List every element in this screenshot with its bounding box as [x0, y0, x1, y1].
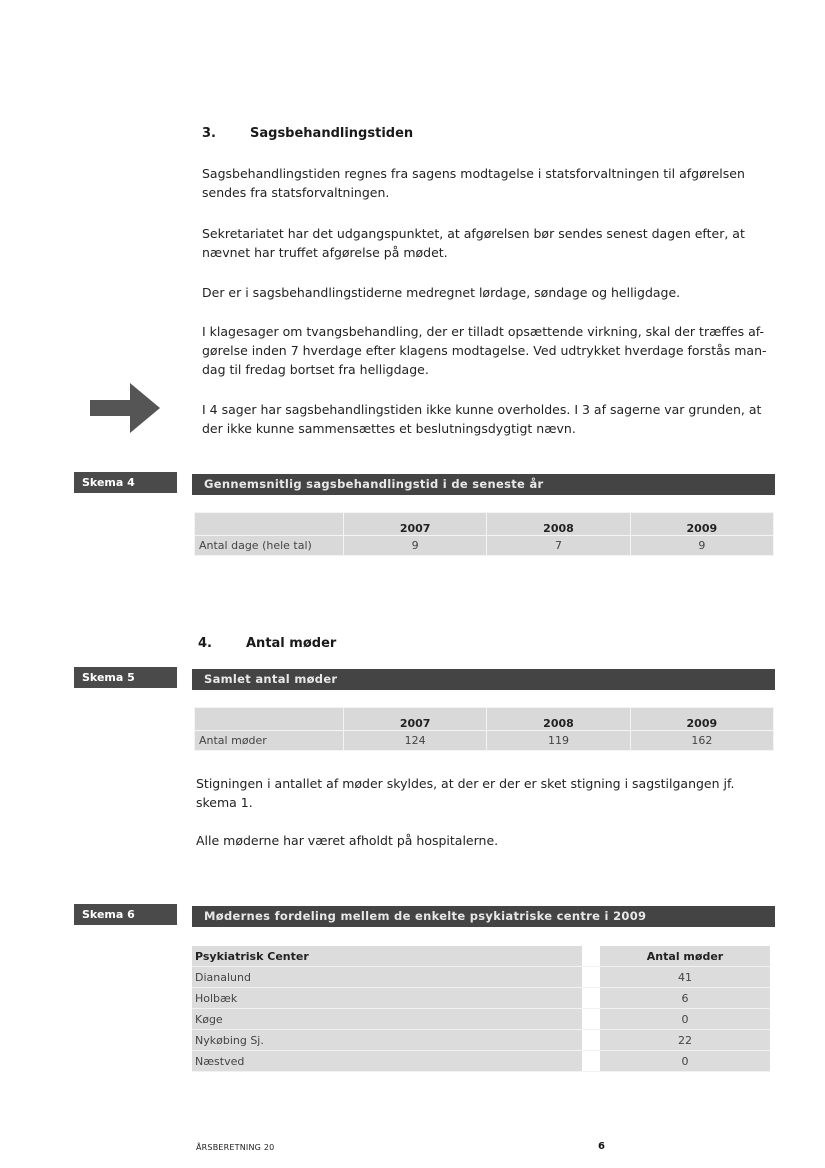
center-count: 0 [600, 1009, 770, 1030]
center-name: Dianalund [192, 967, 582, 988]
paragraph-4-line-3: dag til fredag bortset fra helligdage. [202, 362, 429, 377]
skema-4-label: Skema 4 [74, 472, 177, 493]
skema-4-value-2007: 9 [344, 536, 487, 556]
skema-4-row-label: Antal dage (hele tal) [195, 536, 344, 556]
paragraph-4-line-2: gørelse inden 7 hverdage efter klagens modtagelse. Ved udtrykket hverdage forstås man- [202, 343, 767, 358]
right-arrow-icon [90, 381, 162, 435]
skema-6-header-center: Psykiatrisk Center [192, 946, 582, 967]
skema-5-year-2008: 2008 [487, 708, 630, 731]
paragraph-2-line-1: Sekretariatet har det udgangspunktet, at afgørelsen bør sendes senest dagen efter, at [202, 226, 745, 241]
section-3-title: Sagsbehandlingstiden [250, 126, 414, 141]
skema-6-gap [582, 1051, 600, 1072]
paragraph-2 [202, 224, 745, 262]
skema-4-year-2008: 2008 [487, 513, 630, 536]
skema-4-year-2009: 2009 [630, 513, 773, 536]
skema-6-gap [582, 1030, 600, 1051]
skema-6-table [192, 946, 770, 1072]
skema-5-value-2007: 124 [344, 731, 487, 751]
skema-6-gap [582, 988, 600, 1009]
paragraph-2-line-2: nævnet har truffet afgørelse på mødet. [202, 245, 448, 260]
skema-5-year-2009: 2009 [630, 708, 773, 731]
paragraph-6-line-2: skema 1. [196, 795, 253, 810]
footer-title: ÅRSBERETNING 20 [196, 1143, 275, 1152]
center-name: Nykøbing Sj. [192, 1030, 582, 1051]
paragraph-3: Der er i sagsbehandlingstiderne medregnet lørdage, søndage og helligdage. [202, 285, 681, 300]
skema-6-gap [582, 946, 600, 967]
paragraph-4 [202, 322, 767, 379]
paragraph-1-line-2: sendes fra statsforvaltningen. [202, 185, 390, 200]
skema-4-value-2009: 9 [630, 536, 773, 556]
paragraph-4-line-1: I klagesager om tvangsbehandling, der er tilladt opsættende virkning, skal der træffes af- [202, 324, 765, 339]
section-4-number: 4. [198, 636, 212, 651]
paragraph-5 [202, 400, 761, 438]
skema-4-corner [195, 513, 344, 536]
paragraph-1-line-1: Sagsbehandlingstiden regnes fra sagens modtagelse i statsforvaltningen til afgørelsen [202, 166, 745, 181]
skema-5-value-2008: 119 [487, 731, 630, 751]
table-row [192, 988, 770, 1009]
center-name: Køge [192, 1009, 582, 1030]
skema-6-label: Skema 6 [74, 904, 177, 925]
center-count: 0 [600, 1051, 770, 1072]
skema-5-value-2009: 162 [630, 731, 773, 751]
center-count: 22 [600, 1030, 770, 1051]
page-number: 6 [598, 1141, 605, 1152]
center-count: 6 [600, 988, 770, 1009]
table-row [192, 967, 770, 988]
paragraph-7: Alle møderne har været afholdt på hospitalerne. [196, 833, 499, 848]
skema-6-gap [582, 967, 600, 988]
table-row [192, 1009, 770, 1030]
table-row [192, 1030, 770, 1051]
center-name: Næstved [192, 1051, 582, 1072]
skema-5-title-bar: Samlet antal møder [192, 669, 775, 690]
center-count: 41 [600, 967, 770, 988]
center-name: Holbæk [192, 988, 582, 1009]
paragraph-6 [196, 774, 734, 812]
section-3-number: 3. [202, 126, 216, 141]
skema-6-title-bar: Mødernes fordeling mellem de enkelte psykiatriske centre i 2009 [192, 906, 775, 927]
skema-4-title-bar: Gennemsnitlig sagsbehandlingstid i de seneste år [192, 474, 775, 495]
skema-4-table [194, 512, 774, 556]
paragraph-6-line-1: Stigningen i antallet af møder skyldes, at der er der er sket stigning i sagstilgangen jf. [196, 776, 735, 791]
paragraph-5-line-2: der ikke kunne sammensættes et beslutningsdygtigt nævn. [202, 421, 576, 436]
skema-4-year-2007: 2007 [344, 513, 487, 536]
paragraph-5-line-1: I 4 sager har sagsbehandlingstiden ikke kunne overholdes. I 3 af sagerne var grunden, at [202, 402, 762, 417]
skema-5-row-label: Antal møder [195, 731, 344, 751]
skema-6-gap [582, 1009, 600, 1030]
skema-5-table [194, 707, 774, 751]
table-row [192, 1051, 770, 1072]
skema-5-corner [195, 708, 344, 731]
section-4-title: Antal møder [246, 636, 337, 651]
paragraph-1 [202, 164, 745, 202]
skema-6-header-count: Antal møder [600, 946, 770, 967]
skema-5-label: Skema 5 [74, 667, 177, 688]
skema-4-value-2008: 7 [487, 536, 630, 556]
skema-5-year-2007: 2007 [344, 708, 487, 731]
